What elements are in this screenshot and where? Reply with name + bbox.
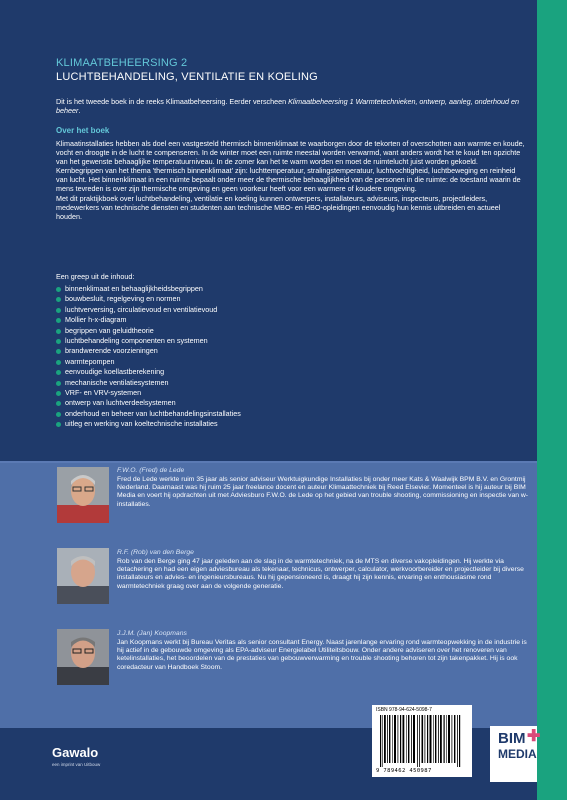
author-bio: Jan Koopmans werkt bij Bureau Veritas als senior consultant Energy. Naast jarenlange ervaring rond warmteopwekking in de industrie is hij actief in de gebouwde omgeving als EPA-adviseur Energielabel Utiliteitsbouw. Onder andere adviseren over het renoveren van ketelinstallaties, het beoordelen van de prestaties van gebouwverwarming en trouble shooting behoren tot zijn takenpakket. Hij is ook coredacteur van Handboek Stoom. [117, 639, 527, 671]
list-item-label: luchtverversing, circulatievoud en ventilatievoud [65, 304, 218, 314]
list-item-label: begrippen van geluidtheorie [65, 325, 154, 335]
bullet-dot-icon [56, 412, 61, 417]
list-item [56, 305, 476, 315]
list-item [56, 315, 476, 325]
isbn-label: ISBN 978-94-624-5098-7 [376, 707, 432, 713]
bullet-dot-icon [56, 297, 61, 302]
bullet-dot-icon [56, 318, 61, 323]
barcode-number: 9 789462 450987 [376, 768, 432, 774]
about-paragraph-2: Met dit praktijkboek over luchtbehandeling, ventilatie en koeling kunnen ontwerpers, installateurs, adviseurs, inspecteurs, projectleiders, medewerkers van technische diensten en studenten aan technische MBO- en HBO-opleidingen eenvoudig hun kennis uitbreiden en actueel houden. [56, 193, 501, 221]
contents-list [56, 284, 476, 429]
bullet-dot-icon [56, 287, 61, 292]
bullet-dot-icon [56, 339, 61, 344]
about-heading: Over het boek [56, 126, 110, 135]
bullet-dot-icon [56, 422, 61, 427]
intro-text-italic: Klimaatbeheersing 1 Warmtetechnieken, ontwerp, aanleg, onderhoud en beheer [56, 97, 519, 115]
barcode-icon [372, 705, 472, 777]
list-item [56, 367, 476, 377]
list-item [56, 357, 476, 367]
logo-bim: BIM [498, 730, 526, 747]
list-item-label: Mollier h-x-diagram [65, 315, 127, 325]
bullet-dot-icon [56, 381, 61, 386]
author-name: J.J.M. (Jan) Koopmans [117, 630, 187, 637]
author-info-1 [117, 467, 535, 509]
list-item [56, 378, 476, 388]
author-photo-3 [57, 629, 109, 685]
list-item [56, 326, 476, 336]
intro-text-a: Dit is het tweede boek in de reeks Klimaatbeheersing. Eerder verscheen [56, 97, 289, 106]
author-photo-2 [57, 548, 109, 604]
list-item-label: uitleg en werking van koeltechnische installaties [65, 419, 218, 429]
list-item-label: luchtbehandeling componenten en systemen [65, 335, 208, 345]
list-item-label: eenvoudige koellastberekening [65, 367, 165, 377]
bim-media-wordmark [498, 730, 558, 780]
series-title: KLIMAATBEHEERSING 2 [56, 57, 188, 69]
barcode [372, 705, 472, 777]
list-item [56, 336, 476, 346]
author-bio: Fred de Lede werkte ruim 35 jaar als senior adviseur Werktuigkundige Installaties bij onder meer Kats & Waalwijk BPM B.V. en Grontmij Nederland. Daarnaast was hij ruim 25 jaar freelance docent en auteur Klimaattechniek bij Reed Elsevier. Momenteel is hij auteur bij BIM Media en voert hij opdrachten uit met Adviesburo F.W.O. de Lede op het gebied van trouble shooting, commissioning en inspectie van w-installaties. [117, 476, 529, 508]
portrait-icon [57, 548, 109, 604]
intro-text-b: . [78, 106, 81, 115]
bullet-dot-icon [56, 349, 61, 354]
spine-accent-bar [537, 0, 567, 800]
author-name: R.F. (Rob) van den Berge [117, 549, 194, 556]
list-item [56, 388, 476, 398]
bullet-dot-icon [56, 360, 61, 365]
author-bio: Rob van den Berge ging 47 jaar geleden aan de slag in de warmtetechniek, na de MTS en diverse vakopleidingen. Hij werkte via detachering en had een eigen adviesbureau als tekenaar, technicus, ontwerper, calculator, werkvoorbereider en projectleider bij diverse installateurs en advies- en ingenieursbureaus. Nu hij gepensioneerd is, draagt hij zijn kennis, ervaring en enthousiasme rond warmtetechniek graag over aan de volgende generatie. [117, 558, 524, 590]
list-item-label: warmtepompen [65, 356, 115, 366]
author-photo-1 [57, 467, 109, 523]
bullet-dot-icon [56, 401, 61, 406]
author-info-2 [117, 549, 535, 591]
list-item [56, 419, 476, 429]
portrait-icon [57, 629, 109, 685]
list-item-label: mechanische ventilatiesystemen [65, 377, 169, 387]
author-name: F.W.O. (Fred) de Lede [117, 467, 185, 474]
plus-cross-icon: ✚ [527, 728, 541, 745]
list-item-label: onderhoud en beheer van luchtbehandelingsinstallaties [65, 408, 241, 418]
list-item [56, 409, 476, 419]
list-item-label: ontwerp van luchtverdeelsystemen [65, 398, 176, 408]
about-body [56, 139, 526, 221]
bullet-dot-icon [56, 391, 61, 396]
intro-text [56, 97, 526, 115]
list-item-label: brandwerende voorzieningen [65, 346, 158, 356]
publisher-logo: Gawalo [52, 745, 99, 760]
publisher-subtitle: een imprint van Uitbouw [52, 762, 101, 767]
logo-media: MEDIA [498, 747, 537, 761]
bullet-dot-icon [56, 329, 61, 334]
about-paragraph-1: Klimaatinstallaties hebben als doel een vastgesteld thermisch binnenklimaat te waarborgen door de tekorten of overschotten aan warmte en koude, vocht en droogte in de lucht te compenseren. In de winter moet een ruimte meestal worden verwarmd, want anders wordt het te koud ten opzichte van het gewenste behaaglijke temperatuurniveau. In de zomer kan het te warm worden en moet de ruimtelucht juist worden gekoeld. Kernbegrippen van het thema 'thermisch binnenklimaat' zijn: luchttemperatuur, stralingstemperatuur, luchtvochtigheid, luchtbeweging en reinheid van lucht. Het binnenklimaat in een ruimte bepaalt onder meer de thermische behaaglijkheid van de personen in die ruimte: de toestand waarin de mens tevreden is over zijn thermische omgeving en geen voorkeur heeft voor een warmere of koudere omgeving. [56, 139, 525, 194]
bullet-dot-icon [56, 308, 61, 313]
list-item-label: bouwbesluit, regelgeving en normen [65, 294, 181, 304]
list-item [56, 294, 476, 304]
list-item [56, 284, 476, 294]
list-item [56, 346, 476, 356]
book-title: LUCHTBEHANDELING, VENTILATIE EN KOELING [56, 71, 318, 83]
list-item-label: VRF- en VRV-systemen [65, 387, 142, 397]
list-item-label: binnenklimaat en behaaglijkheidsbegrippen [65, 284, 203, 293]
list-item [56, 398, 476, 408]
portrait-icon [57, 467, 109, 523]
contents-heading: Een greep uit de inhoud: [56, 272, 135, 281]
author-info-3 [117, 630, 535, 672]
bullet-dot-icon [56, 370, 61, 375]
